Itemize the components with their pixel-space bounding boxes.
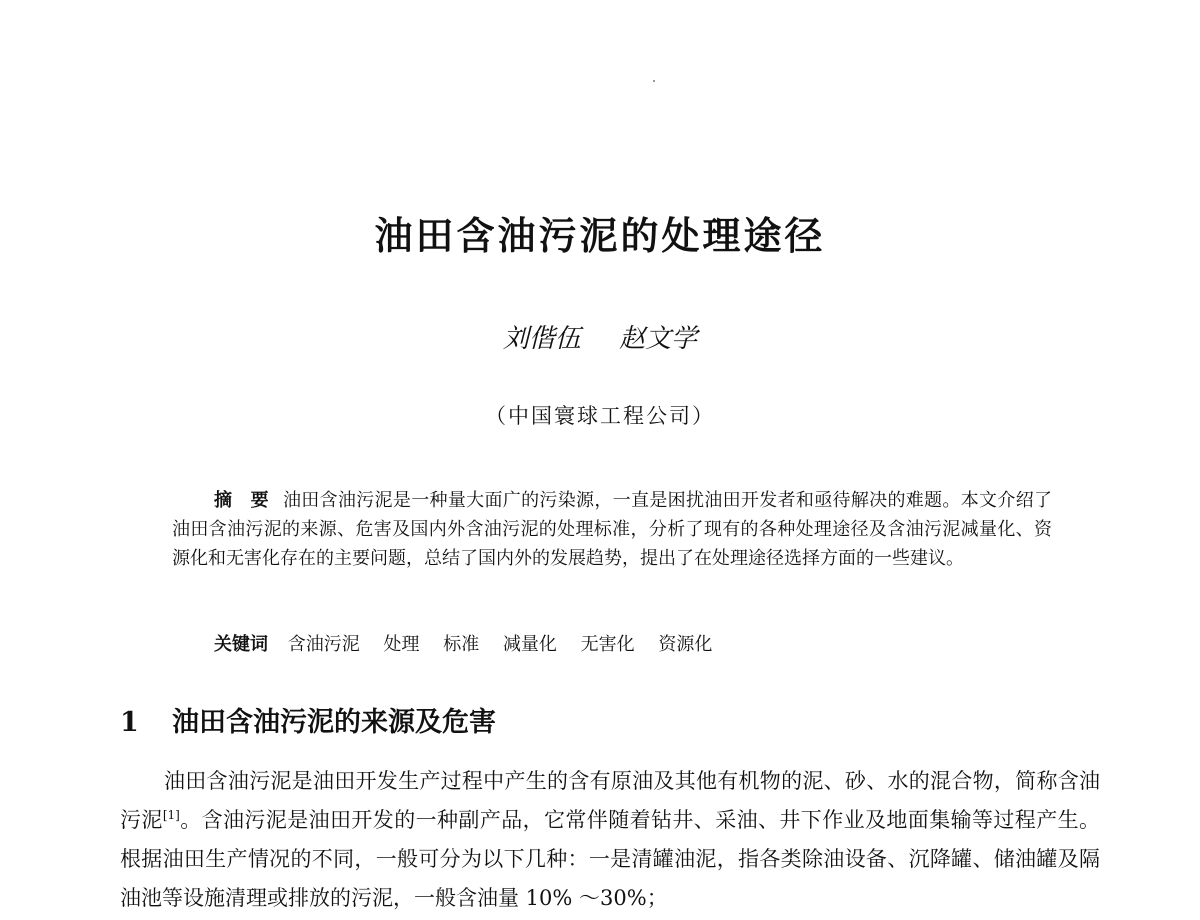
keyword: 减量化 <box>502 634 557 655</box>
keyword: 无害化 <box>580 634 635 655</box>
abstract-text: 油田含油污泥是一种量大面广的污染源，一直是困扰油田开发者和亟待解决的难题。本文介绍了油田含油污泥的来源、危害及国内外含油污泥的处理标准，分析了现有的各种处理途径及含油污泥减量化、资源化和无害化存在的主要问题，总结了国内外的发展趋势，提出了在处理途径选择方面的一些建议。 <box>172 490 1053 569</box>
keyword: 标准 <box>443 634 480 655</box>
section-heading <box>120 700 496 739</box>
keywords <box>214 630 730 659</box>
abstract-label: 摘 要 <box>214 490 269 511</box>
author-list <box>0 318 1200 355</box>
paper-title: 油田含油污泥的处理途径 <box>374 214 826 258</box>
keywords-label: 关键词 <box>214 634 268 655</box>
affiliation: （中国寰球工程公司） <box>485 404 715 428</box>
keyword: 处理 <box>383 634 420 655</box>
scan-speck <box>653 80 655 82</box>
abstract <box>172 486 1052 573</box>
section-number: 1 <box>120 707 139 738</box>
paragraph-text-continued: 。含油污泥是油田开发的一种副产品，它常伴随着钻井、采油、井下作业及地面集输等过程产生。根据油田生产情况的不同，一般可分为以下几种：一是清罐油泥，指各类除油设备、沉降罐、储油罐及隔油池等设施清理或排放的污泥，一般含油量 10% ～30%； <box>120 808 1101 910</box>
keyword: 含油污泥 <box>287 634 360 655</box>
section-title: 油田含油污泥的来源及危害 <box>172 707 496 738</box>
keyword: 资源化 <box>658 634 713 655</box>
paragraph-text: 油田含油污泥是油田开发生产过程中产生的含有原油及其他有机物的泥、砂、水的混合物，简称含油污泥 <box>120 769 1100 832</box>
body-paragraph <box>120 762 1100 918</box>
citation-marker: [1] <box>162 808 180 822</box>
author-name: 刘偕伍 <box>502 324 581 354</box>
author-name: 赵文学 <box>619 324 698 354</box>
